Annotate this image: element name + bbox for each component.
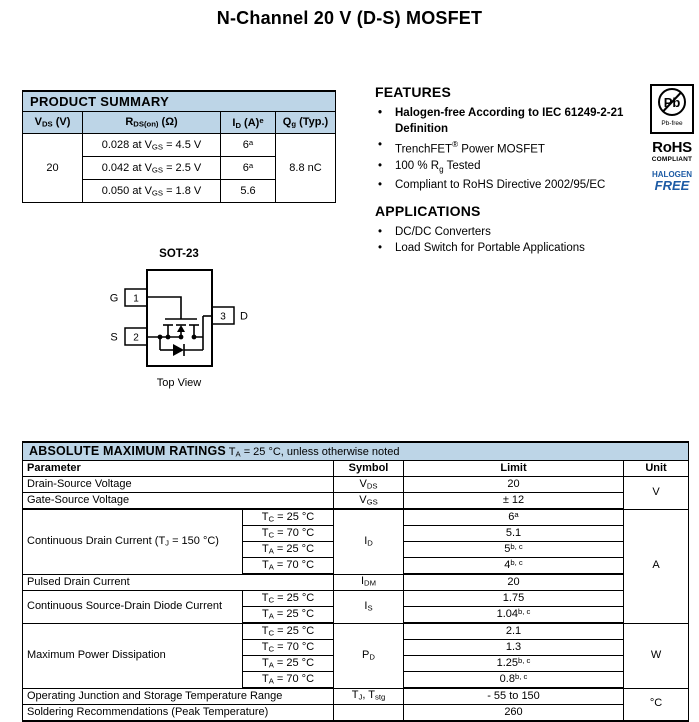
condition-cell: $T_C = 25$ °C (243, 509, 334, 526)
id-cell: 6$^a$ (221, 134, 276, 157)
list-item (375, 105, 647, 137)
bullet-icon: • (378, 179, 383, 192)
feature-text: Halogen-free According to IEC 61249-2-21 Definition (395, 107, 624, 135)
list-item (375, 137, 647, 158)
qg-value-cell: 8.8 nC (276, 134, 336, 203)
unit-cell: °C (624, 688, 689, 721)
parameter-cell: Drain-Source Voltage (23, 477, 334, 493)
table-row (23, 574, 689, 591)
condition-cell: $T_C = 25$ °C (243, 591, 334, 607)
source-pin-label: S (110, 331, 118, 344)
limit-cell: - 55 to 150 (404, 688, 624, 705)
amr-title-row (23, 442, 689, 461)
limit-cell: 1.3 (404, 640, 624, 656)
features-list (375, 105, 647, 193)
table-row (23, 493, 689, 510)
limit-cell: 260 (404, 705, 624, 722)
amr-title: ABSOLUTE MAXIMUM RATINGS (29, 443, 226, 458)
amr-title-cell (23, 442, 689, 461)
unit-cell: W (624, 623, 689, 688)
column-header-vds: $V_{DS}$ (V) (23, 112, 83, 134)
bullet-icon: • (378, 139, 383, 151)
column-header-unit: Unit (624, 461, 689, 477)
limit-cell: 20 (404, 574, 624, 591)
table-row (23, 477, 689, 493)
limit-cell: 2.1 (404, 623, 624, 640)
bullet-icon: • (378, 226, 383, 239)
column-header-limit: Limit (404, 461, 624, 477)
parameter-cell: Continuous Drain Current ($T_J = 150$ °C) (23, 509, 243, 574)
symbol-cell (334, 705, 404, 722)
package-diagram (103, 243, 278, 398)
table-row (23, 623, 689, 640)
mosfet-symbol-dots (158, 325, 197, 356)
vds-value-cell: 20 (23, 134, 83, 203)
compliance-badges (646, 84, 698, 193)
column-header-parameter: Parameter (23, 461, 334, 477)
condition-cell: $T_C = 25$ °C (243, 623, 334, 640)
halogen-free-label: FREE (654, 178, 690, 193)
top-view-caption: Top View (156, 377, 202, 389)
list-item (375, 240, 647, 256)
unit-cell: V (624, 477, 689, 510)
symbol-cell: $V_{DS}$ (334, 477, 404, 493)
limit-cell: ± 12 (404, 493, 624, 510)
condition-cell: $T_A = 25$ °C (243, 607, 334, 624)
applications-list (375, 224, 647, 256)
product-summary-title-row (23, 91, 336, 112)
pb-free-label: Pb-free (661, 120, 683, 127)
limit-cell: 1.04$^{b, c}$ (404, 607, 624, 624)
rohs-compliant-label: COMPLIANT (651, 156, 693, 163)
table-row (23, 705, 689, 722)
limit-cell: 6$^a$ (404, 509, 624, 526)
bullet-icon: • (378, 159, 383, 172)
bullet-icon: • (378, 107, 383, 119)
parameter-cell: Soldering Recommendations (Peak Temperature) (23, 705, 334, 722)
symbol-cell: $T_J$, $T_{stg}$ (334, 688, 404, 705)
product-summary-header-row (23, 112, 336, 134)
parameter-cell: Gate-Source Voltage (23, 493, 334, 510)
condition-cell: $T_A = 25$ °C (243, 542, 334, 558)
symbol-cell: $I_S$ (334, 591, 404, 624)
pin-3-number: 3 (220, 311, 226, 323)
application-text: Load Switch for Portable Applications (395, 242, 585, 255)
applications-heading: APPLICATIONS (375, 203, 481, 220)
amr-header-row (23, 461, 689, 477)
symbol-cell: $I_{DM}$ (334, 574, 404, 591)
condition-cell: $T_C = 70$ °C (243, 526, 334, 542)
rdson-cell: 0.050 at $V_{GS} = 1.8$ V (83, 180, 221, 203)
mosfet-symbol-icon (147, 297, 212, 356)
list-item (375, 224, 647, 240)
id-cell: 5.6 (221, 180, 276, 203)
limit-cell: 4$^{b, c}$ (404, 558, 624, 575)
absolute-maximum-ratings-table (22, 441, 689, 722)
gate-pin-label: G (109, 292, 119, 305)
pb-label: Pb (663, 95, 681, 110)
halogen-label: HALOGEN (652, 170, 692, 179)
condition-cell: $T_A = 70$ °C (243, 558, 334, 575)
limit-cell: 1.75 (404, 591, 624, 607)
list-item (375, 158, 647, 178)
rdson-cell: 0.028 at $V_{GS} = 4.5$ V (83, 134, 221, 157)
list-item (375, 177, 647, 193)
feature-text: TrenchFET® Power MOSFET (395, 140, 545, 156)
table-row (23, 591, 689, 607)
column-header-symbol: Symbol (334, 461, 404, 477)
pb-free-icon (650, 84, 694, 134)
feature-text: 100 % $R_g$ Tested (395, 159, 481, 174)
page-title: N-Channel 20 V (D-S) MOSFET (216, 8, 483, 28)
limit-cell: 1.25$^{b, c}$ (404, 656, 624, 672)
feature-text: Compliant to RoHS Directive 2002/95/EC (395, 179, 606, 192)
limit-cell: 20 (404, 477, 624, 493)
parameter-cell: Maximum Power Dissipation (23, 623, 243, 688)
condition-cell: $T_A = 25$ °C (243, 656, 334, 672)
bullet-icon: • (378, 242, 383, 255)
package-name-label: SOT-23 (159, 248, 199, 260)
features-heading: FEATURES (375, 84, 452, 100)
condition-cell: $T_A = 70$ °C (243, 672, 334, 689)
limit-cell: 0.8$^{b, c}$ (404, 672, 624, 689)
column-header-id: $I_D$ $(A)^e$ (221, 112, 276, 134)
unit-cell: A (624, 509, 689, 623)
parameter-cell: Continuous Source-Drain Diode Current (23, 591, 243, 624)
application-text: DC/DC Converters (395, 226, 491, 239)
drain-pin-label: D (240, 310, 248, 323)
column-header-rdson: $R_{DS(on)}$ (Ω) (83, 112, 221, 134)
features-section (375, 84, 647, 256)
amr-subtitle: $T_A = 25$ °C, unless otherwise noted (225, 445, 400, 459)
product-summary-title: PRODUCT SUMMARY (23, 91, 336, 112)
parameter-cell: Operating Junction and Storage Temperature Range (23, 688, 334, 705)
rdson-cell: 0.042 at $V_{GS} = 2.5$ V (83, 157, 221, 180)
rohs-label: RoHS (652, 139, 692, 156)
limit-cell: 5$^{b, c}$ (404, 542, 624, 558)
pin-2-number: 2 (133, 332, 139, 344)
product-summary-table (22, 90, 336, 203)
parameter-cell: Pulsed Drain Current (23, 574, 334, 591)
column-header-qg: $Q_g$ (Typ.) (276, 112, 336, 134)
condition-cell: $T_C = 70$ °C (243, 640, 334, 656)
table-row (23, 134, 336, 157)
symbol-cell: $V_{GS}$ (334, 493, 404, 510)
limit-cell: 5.1 (404, 526, 624, 542)
id-cell: 6$^a$ (221, 157, 276, 180)
pin-1-number: 1 (133, 293, 139, 305)
symbol-cell: $P_D$ (334, 623, 404, 688)
table-row (23, 509, 689, 526)
symbol-cell: $I_D$ (334, 509, 404, 574)
table-row (23, 688, 689, 705)
